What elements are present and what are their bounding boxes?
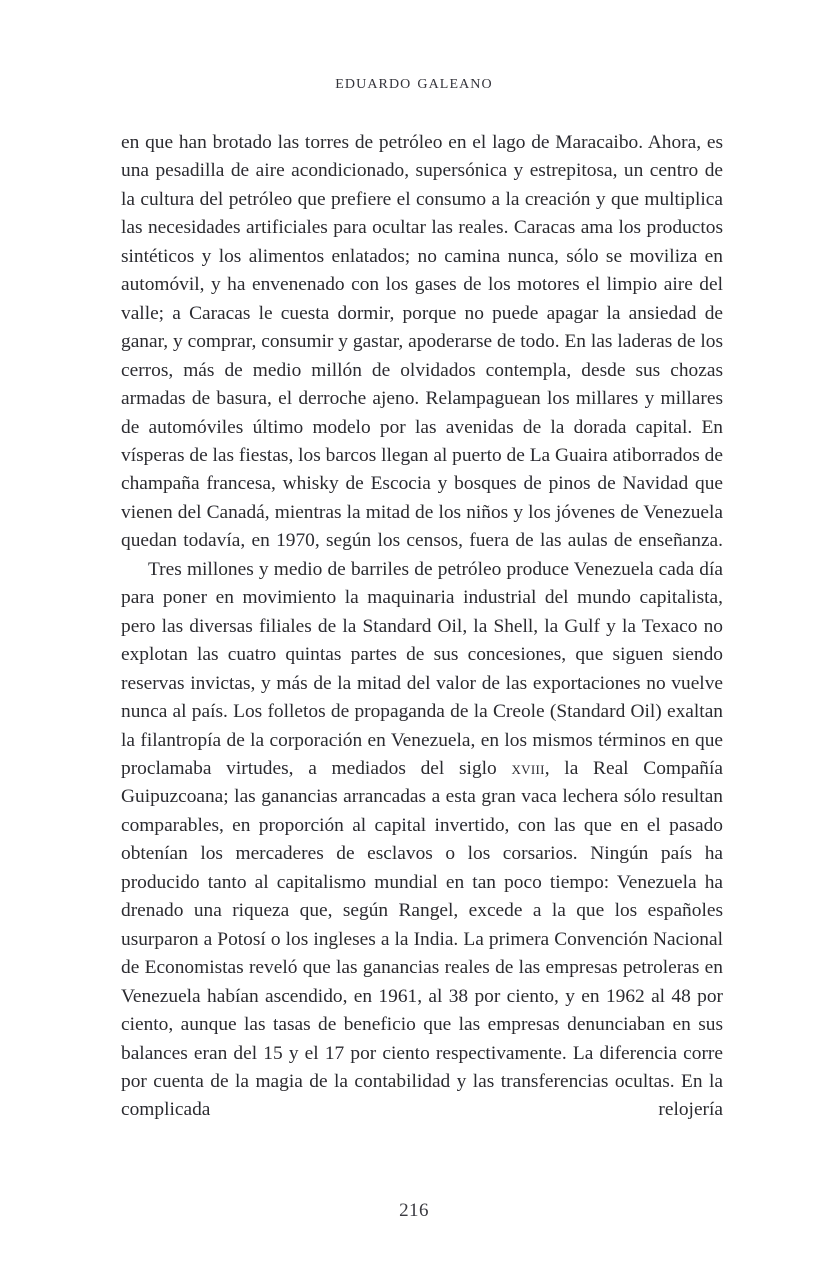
paragraph-2-part-2: , la Real Compañía Guipuzcoana; las ganancias arrancadas a esta gran vaca lechera sólo resultan comparables, en proporción al capital invertido, con las que en el pasado obtenían los mercaderes de esclavos o los corsarios. Ningún país ha producido tanto al capitalismo mundial en tan poco tiempo: Venezuela ha drenado una riqueza que, según Rangel, excede a la que los españoles usurparon a Potosí o los ingleses a la India. La primera Convención Nacional de Economistas reveló que las ganancias reales de las empresas petroleras en Venezuela habían ascendido, en 1961, al 38 por ciento, y en 1962 al 48 por ciento, aunque las tasas de beneficio que las empresas denunciaban en sus balances eran del 15 y el 17 por ciento respectivamente. La diferencia corre por cuenta de la magia de la contabilidad y las transferencias ocultas. En la complicada relojería (121, 757, 724, 1121)
paragraph-2 (121, 556, 723, 1125)
running-head: eduardo galeano (335, 72, 493, 93)
paragraph-1: en que han brotado las torres de petróleo en el lago de Maracaibo. Ahora, es una pesadilla de aire acondicionado, supersónica y estrepitosa, un centro de la cultura del petróleo que prefiere el consumo a la creación y que multiplica las necesidades artificiales para ocultar las reales. Caracas ama los productos sintéticos y los alimentos enlatados; no camina nunca, sólo se moviliza en automóvil, y ha envenenado con los gases de los motores el limpio aire del valle; a Caracas le cuesta dormir, porque no puede apagar la ansiedad de ganar, y comprar, consumir y gastar, apoderarse de todo. En las laderas de los cerros, más de medio millón de olvidados contempla, desde sus chozas armadas de basura, el derroche ajeno. Relampaguean los millares y millares de automóviles último modelo por las avenidas de la dorada capital. En vísperas de las fiestas, los barcos llegan al puerto de La Guaira atiborrados de champaña francesa, whisky de Escocia y bosques de pinos de Navidad que vienen del Canadá, mientras la mitad de los niños y los jóvenes de Venezuela quedan todavía, en 1970, según los censos, fuera de las aulas de enseñanza. (121, 132, 723, 552)
page-number: 216 (399, 1200, 429, 1221)
paragraph-2-part-1: Tres millones y medio de barriles de petróleo produce Venezuela cada día para poner en movimiento la maquinaria industrial del mundo capitalista, pero las diversas filiales de la Standard Oil, la Shell, la Gulf y la Texaco no explotan las cuatro quintas partes de sus concesiones, que siguen siendo reservas invictas, y más de la mitad del valor de las exportaciones no vuelve nunca al país. Los folletos de propaganda de la Creole (Standard Oil) exaltan la filantropía de la corporación en Venezuela, en los mismos términos en que proclamaba virtudes, a mediados del siglo (121, 558, 723, 779)
body-text-block (121, 129, 723, 1125)
century-numeral: xviii (511, 757, 545, 779)
